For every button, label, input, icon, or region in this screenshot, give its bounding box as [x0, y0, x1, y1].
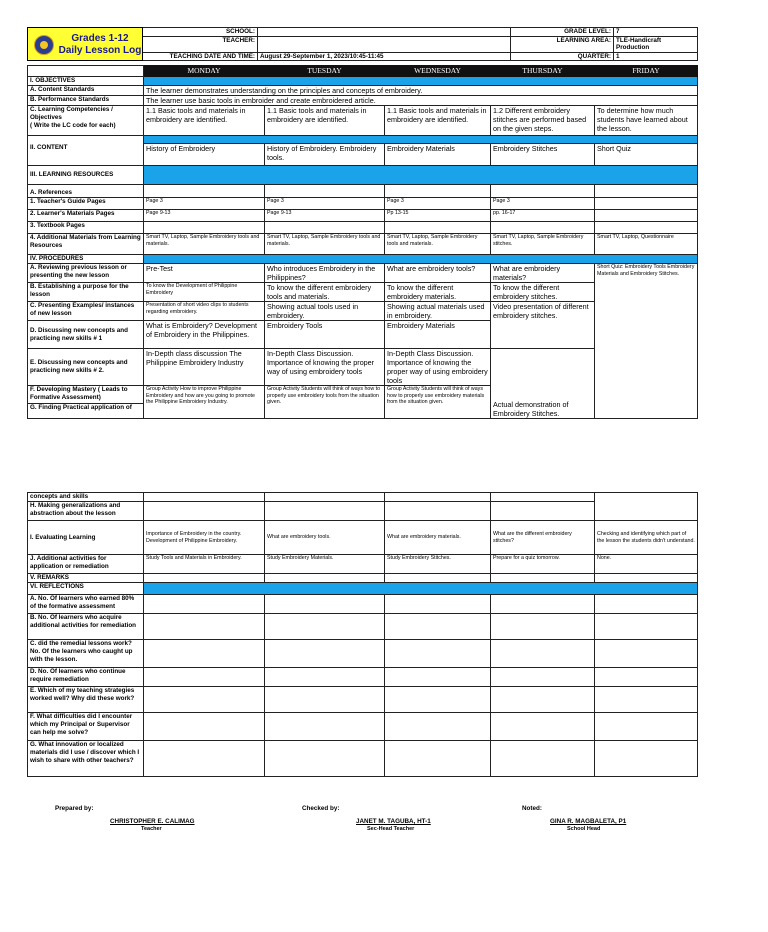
- row-performance-standards: B. Performance Standards: [28, 96, 144, 106]
- row-reviewing-previous-lesson: A. Reviewing previous lesson or presenting the new lesson: [28, 264, 144, 283]
- area-value: TLE-Handicraft Production: [614, 36, 698, 52]
- friday-short-quiz: Short Quiz: Embroidery Tools Embroidery Materials and Embroidery Stitches.: [595, 264, 698, 419]
- prepared-by-role: Teacher: [141, 826, 162, 832]
- proc-c-tuesday: Showing actual tools used in embroidery.: [265, 302, 385, 321]
- proc-a-thursday: What are embroidery materials?: [491, 264, 595, 283]
- teacher-label: TEACHER:: [143, 36, 258, 52]
- proc-i-tuesday: What are embroidery tools.: [265, 521, 385, 555]
- lm-tuesday: Page 9-13: [265, 210, 385, 222]
- proc-i-monday: Importance of Embroidery in the country. Development of Philippine Embroidery.: [144, 521, 265, 555]
- proc-f-monday: Group Activity How to improve Philippine Embroidery and how are you going to promote the Philippine Embroidery Industry.: [144, 386, 265, 419]
- noted-by-label: Noted:: [522, 805, 542, 812]
- section-procedures: IV. PROCEDURES: [28, 255, 144, 264]
- row-reflection-f: F. What difficulties did I encounter which my Principal or Supervisor can help me solve?: [28, 713, 144, 741]
- row-reflection-b: B. No. Of learners who acquire additional activities for remediation: [28, 614, 144, 640]
- proc-i-wednesday: What are embroidery materials.: [385, 521, 491, 555]
- lm-wednesday: Pp 13-15: [385, 210, 491, 222]
- row-additional-activities: J. Additional activities for application or remediation: [28, 555, 144, 574]
- section-learning-resources: III. LEARNING RESOURCES: [28, 166, 144, 185]
- proc-d-wednesday: Embroidery Materials: [385, 321, 491, 349]
- proc-c-wednesday: Showing actual materials used in embroidery.: [385, 302, 491, 321]
- day-monday: MONDAY: [144, 66, 265, 77]
- content-standards-text: The learner demonstrates understanding on the principles and concepts of embroidery.: [144, 86, 698, 96]
- row-reflection-d: D. No. Of learners who continue require remediation: [28, 668, 144, 687]
- proc-e-wednesday: In-Depth Class Discussion. Importance of knowing the proper way of using embroidery tools: [385, 349, 491, 386]
- competency-thursday: 1.2 Different embroidery stitches are performed based on the given steps.: [491, 106, 595, 136]
- day-wednesday: WEDNESDAY: [385, 66, 491, 77]
- grade-value: 7: [614, 28, 698, 37]
- add-thursday: Smart TV, Laptop, Sample Embroidery stitches.: [491, 234, 595, 255]
- tg-monday: Page 3: [144, 198, 265, 210]
- proc-j-tuesday: Study Embroidery Materials.: [265, 555, 385, 574]
- proc-j-wednesday: Study Embroidery Stitches.: [385, 555, 491, 574]
- proc-i-friday: Checking and identifying which part of the lesson the students didn't understand.: [595, 521, 698, 555]
- noted-by-role: School Head: [567, 826, 601, 832]
- proc-c-monday: Presentation of short video clips to students regarding embroidery.: [144, 302, 265, 321]
- prepared-by-label: Prepared by:: [55, 805, 94, 812]
- tg-friday: [595, 198, 698, 210]
- proc-b-tuesday: To know the different embroidery tools and materials.: [265, 283, 385, 302]
- section-objectives: I. OBJECTIVES: [28, 77, 144, 86]
- row-additional-materials: 4. Additional Materials from Learning Resources: [28, 234, 144, 255]
- quarter-value: 1: [614, 52, 698, 61]
- proc-i-thursday: What are the different embroidery stitches?: [491, 521, 595, 555]
- row-reflection-c: C. did the remedial lessons work? No. Of the learners who caught up with the lesson.: [28, 640, 144, 668]
- checked-by-label: Checked by:: [302, 805, 340, 812]
- title-line-1: Grades 1-12: [71, 32, 129, 44]
- title-line-2: Daily Lesson Log: [58, 44, 142, 56]
- competency-friday: To determine how much students have learned about the lesson.: [595, 106, 698, 136]
- row-generalizations: H. Making generalizations and abstraction about the lesson: [28, 502, 144, 521]
- proc-a-tuesday: Who introduces Embroidery in the Philippines?: [265, 264, 385, 283]
- row-learners-materials: 2. Learner's Materials Pages: [28, 210, 144, 222]
- area-label: LEARNING AREA:: [511, 36, 614, 52]
- row-evaluating-learning: I. Evaluating Learning: [28, 521, 144, 555]
- row-learning-competencies: C. Learning Competencies / Objectives ( Write the LC code for each): [28, 106, 144, 136]
- proc-e-monday: In-Depth class discussion The Philippine Embroidery Industry: [144, 349, 265, 386]
- add-friday: Smart TV, Laptop, Questionnaire: [595, 234, 698, 255]
- deped-seal-icon: [34, 35, 54, 55]
- lesson-table-part-2: [27, 492, 698, 777]
- row-discussing-skills-1: D. Discussing new concepts and practicing new skills # 1: [28, 321, 144, 349]
- row-references: A. References: [28, 185, 144, 198]
- proc-j-friday: None.: [595, 555, 698, 574]
- quarter-label: QUARTER:: [511, 52, 614, 61]
- row-reflection-e: E. Which of my teaching strategies worked well? Why did these work?: [28, 687, 144, 713]
- content-thursday: Embroidery Stitches: [491, 144, 595, 166]
- proc-f-tuesday: Group Activity Students will think of ways how to properly use embroidery tools from the situation given.: [265, 386, 385, 419]
- proc-b-wednesday: To know the different embroidery materials.: [385, 283, 491, 302]
- row-teachers-guide: 1. Teacher's Guide Pages: [28, 198, 144, 210]
- proc-d-tuesday: Embroidery Tools: [265, 321, 385, 349]
- content-wednesday: Embroidery Materials: [385, 144, 491, 166]
- section-remarks: V. REMARKS: [28, 574, 144, 583]
- row-establishing-purpose: B. Establishing a purpose for the lesson: [28, 283, 144, 302]
- school-label: SCHOOL:: [143, 28, 258, 37]
- row-content-standards: A. Content Standards: [28, 86, 144, 96]
- proc-b-monday: To know the Development of Philippine Embroidery: [144, 283, 265, 302]
- performance-standards-text: The learner use basic tools in embroider and create embroidered article.: [144, 96, 698, 106]
- day-tuesday: TUESDAY: [265, 66, 385, 77]
- tg-thursday: Page 3: [491, 198, 595, 210]
- row-textbook-pages: 3. Textbook Pages: [28, 222, 144, 234]
- proc-f-wednesday: Group Activity Students will think of ways how to properly use embroidery materials from the situation given.: [385, 386, 491, 419]
- header-table: [27, 27, 698, 61]
- tg-tuesday: Page 3: [265, 198, 385, 210]
- lesson-table-part-1: [27, 65, 698, 419]
- competency-monday: 1.1 Basic tools and materials in embroidery are identified.: [144, 106, 265, 136]
- proc-a-wednesday: What are embroidery tools?: [385, 264, 491, 283]
- lm-monday: Page 9-13: [144, 210, 265, 222]
- lm-thursday: pp. 16-17: [491, 210, 595, 222]
- thursday-video-presentation: Video presentation of different embroidery stitches.: [491, 302, 595, 349]
- logo-title: [28, 28, 143, 61]
- row-reflection-g: G. What innovation or localized materials did I use / discover which I wish to share with other teachers?: [28, 741, 144, 777]
- checked-by-role: Sec-Head Teacher: [367, 826, 415, 832]
- content-monday: History of Embroidery: [144, 144, 265, 166]
- tg-wednesday: Page 3: [385, 198, 491, 210]
- day-thursday: THURSDAY: [491, 66, 595, 77]
- thursday-actual-demonstration: Actual demonstration of Embroidery Stitches.: [491, 349, 595, 419]
- teacher-value: [258, 36, 511, 52]
- date-value: August 29-September 1, 2023/10:45-11:45: [258, 52, 511, 61]
- prepared-by-name: CHRISTOPHER E. CALIMAG: [110, 818, 195, 825]
- add-monday: Smart TV, Laptop, Sample Embroidery tools and materials.: [144, 234, 265, 255]
- content-tuesday: History of Embroidery. Embroidery tools.: [265, 144, 385, 166]
- proc-a-monday: Pre-Test: [144, 264, 265, 283]
- row-practical-application: G. Finding Practical application of: [28, 404, 144, 419]
- noted-by-name: GINA R. MAGBALETA, P1: [550, 818, 627, 825]
- date-label: TEACHING DATE AND TIME:: [143, 52, 258, 61]
- day-friday: FRIDAY: [595, 66, 698, 77]
- checked-by-name: JANET M. TAGUBA, HT-1: [356, 818, 431, 825]
- section-content: II. CONTENT: [28, 144, 144, 166]
- school-value: [258, 28, 511, 37]
- add-wednesday: Smart TV, Laptop, Sample Embroidery tools and materials.: [385, 234, 491, 255]
- section-reflections: VI. REFLECTIONS: [28, 583, 144, 595]
- proc-b-thursday: To know the different embroidery stitches.: [491, 283, 595, 302]
- row-developing-mastery: F. Developing Mastery ( Leads to Formative Assessment): [28, 386, 144, 404]
- proc-d-monday: What is Embroidery? Development of Embroidery in the Philippines.: [144, 321, 265, 349]
- lm-friday: [595, 210, 698, 222]
- grade-label: GRADE LEVEL:: [511, 28, 614, 37]
- row-discussing-skills-2: E. Discussing new concepts and practicing new skills # 2.: [28, 349, 144, 386]
- content-friday: Short Quiz: [595, 144, 698, 166]
- proc-e-tuesday: In-Depth Class Discussion. Importance of knowing the proper way of using embroidery tools: [265, 349, 385, 386]
- row-practical-application-cont: concepts and skills: [28, 493, 144, 502]
- row-reflection-a: A. No. Of learners who earned 80% of the formative assessment: [28, 595, 144, 614]
- add-tuesday: Smart TV, Laptop, Sample Embroidery tools and materials.: [265, 234, 385, 255]
- proc-j-monday: Study Tools and Materials in Embroidery.: [144, 555, 265, 574]
- row-presenting-examples: C. Presenting Examples/ instances of new lesson: [28, 302, 144, 321]
- proc-j-thursday: Prepare for a quiz tomorrow.: [491, 555, 595, 574]
- competency-tuesday: 1.1 Basic tools and materials in embroidery are identified.: [265, 106, 385, 136]
- competency-wednesday: 1.1 Basic tools and materials in embroidery are identified.: [385, 106, 491, 136]
